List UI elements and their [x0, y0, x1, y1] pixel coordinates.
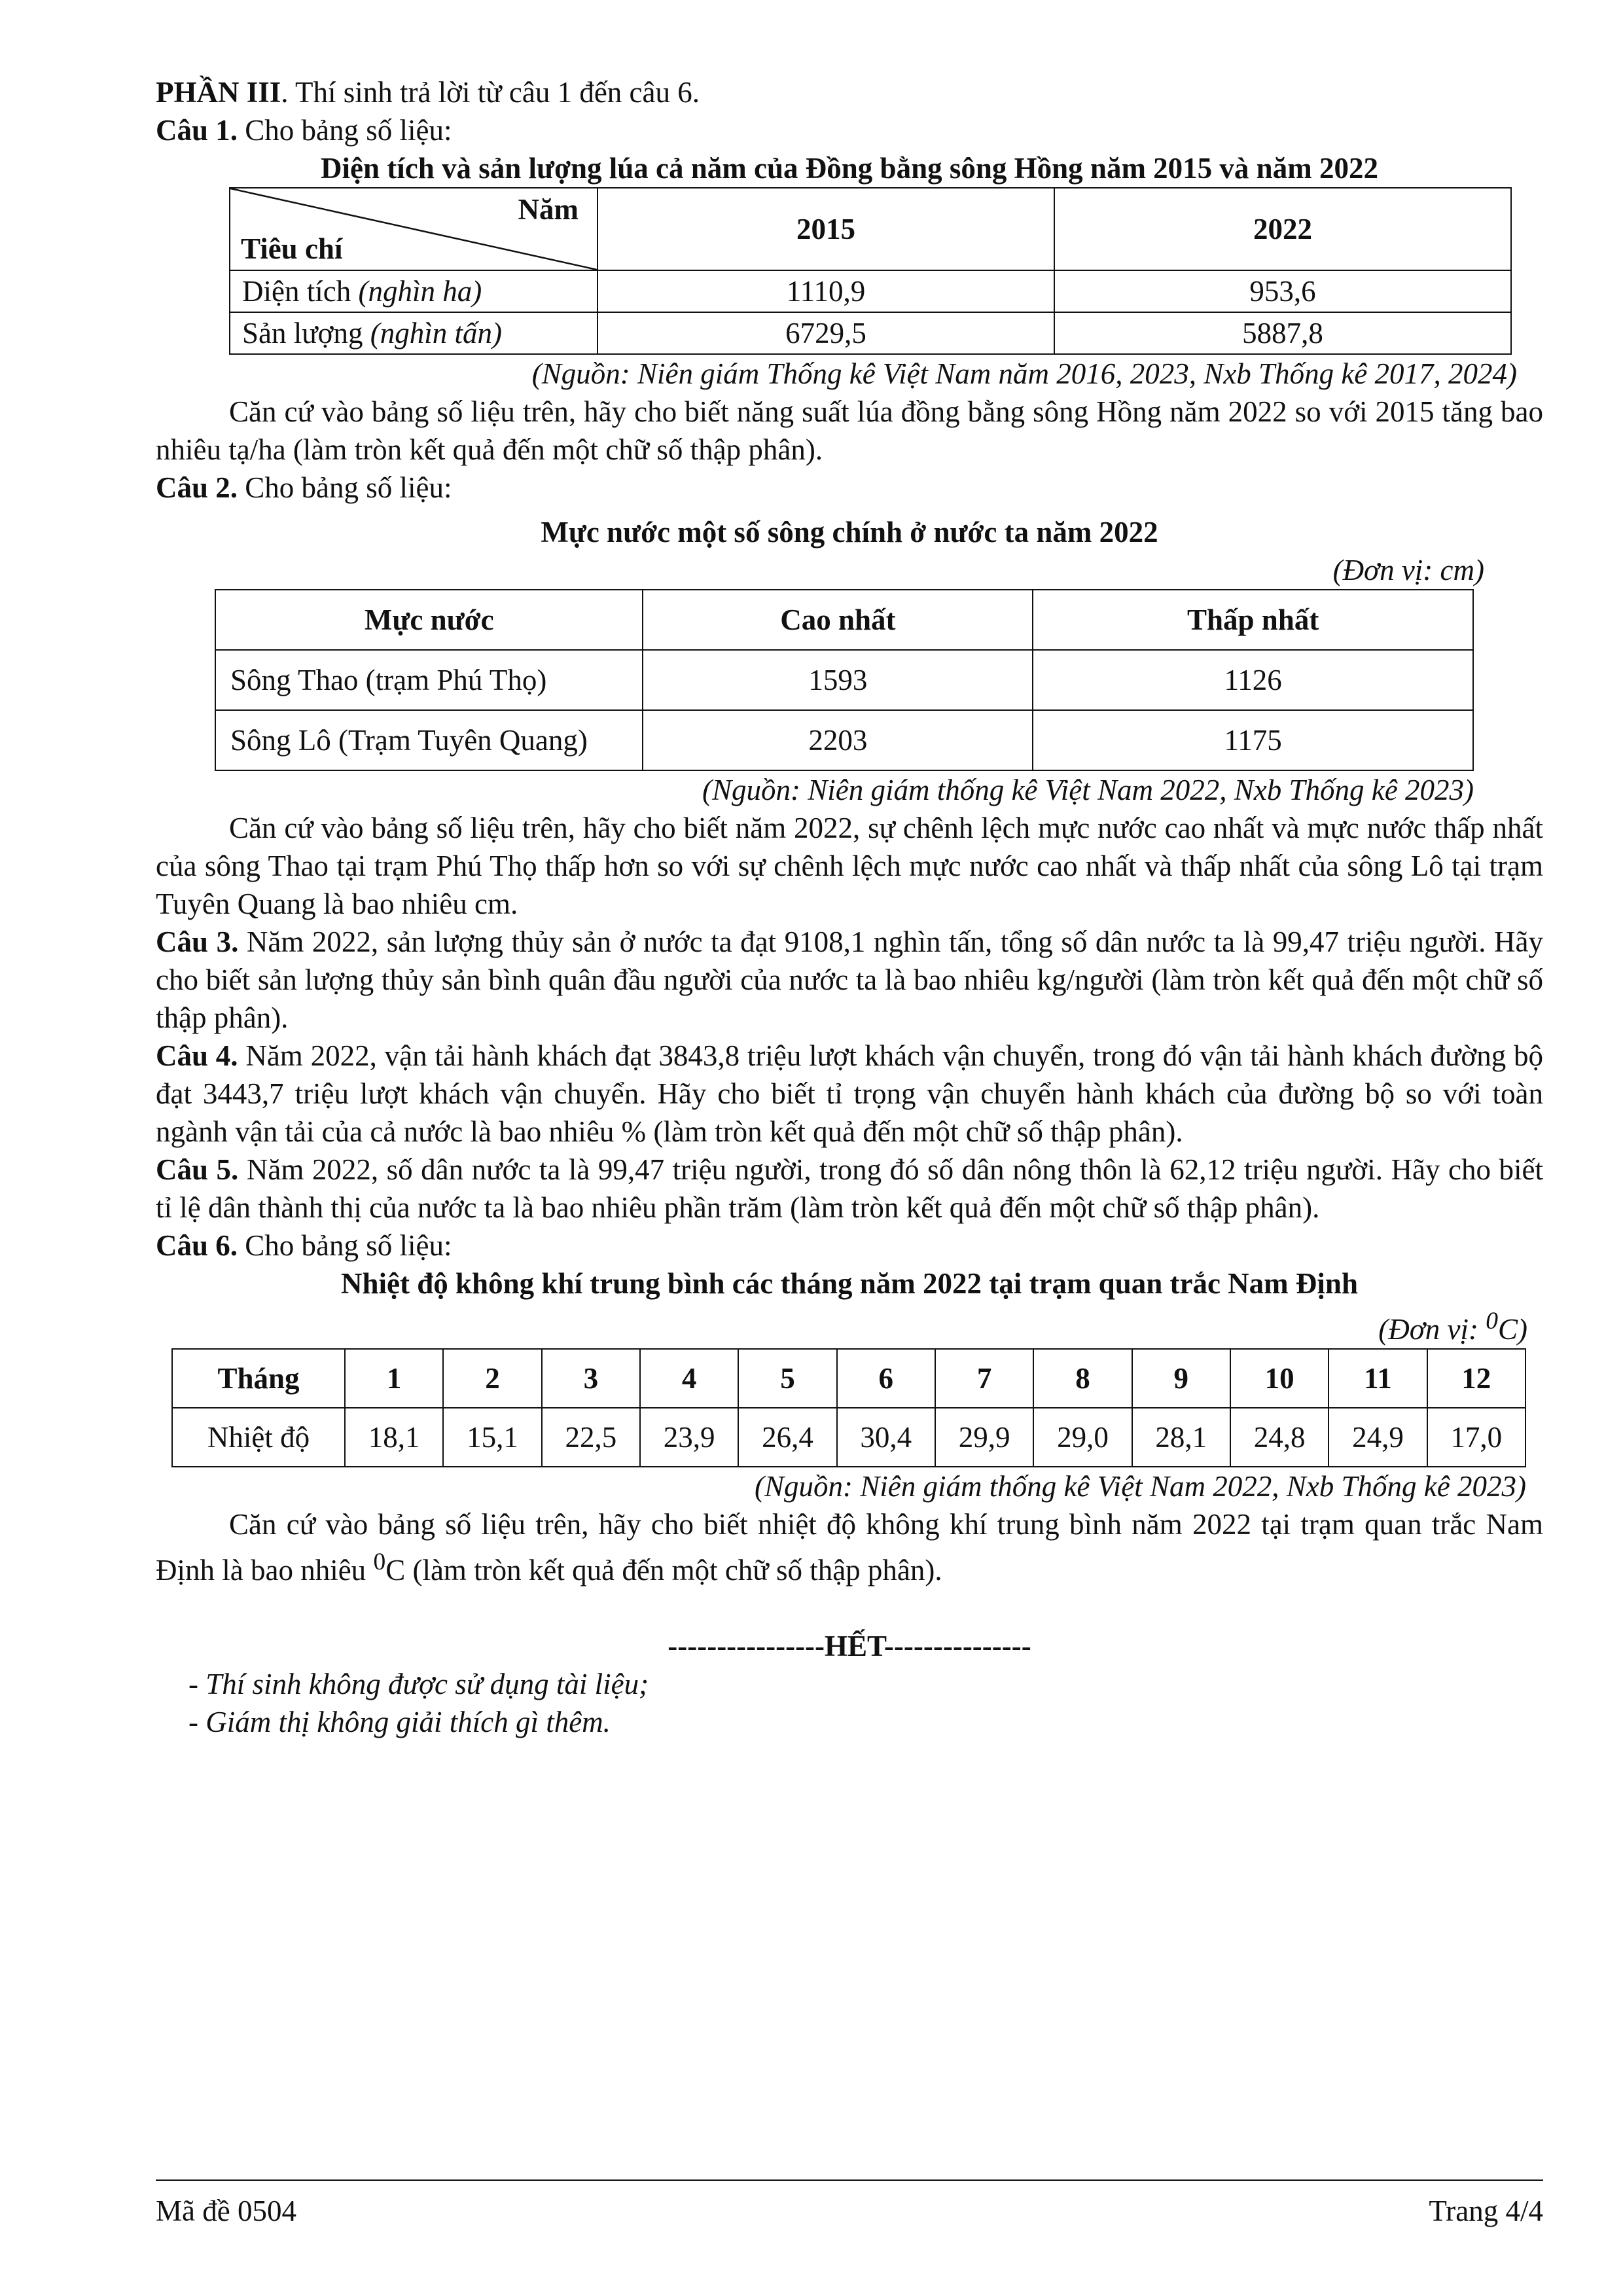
q2-table-title: Mực nước một số sông chính ở nước ta năm 2022	[541, 516, 1158, 548]
unit-sup: 0	[1486, 1308, 1498, 1335]
q5-text: Năm 2022, số dân nước ta là 99,47 triệu người, trong đó số dân nông thôn là 62,12 triệu người. Hãy cho biết tỉ lệ dân thành thị của nước ta là bao nhiêu phần trăm (làm tròn kết quả đến một chữ số thập phân).	[156, 1153, 1543, 1224]
q6-temp: 24,9	[1329, 1408, 1427, 1467]
q4-text: Năm 2022, vận tải hành khách đạt 3843,8 triệu lượt khách vận chuyển, trong đó vận tải hành khách đường bộ đạt 3443,7 triệu lượt khách vận chuyển. Hãy cho biết tỉ trọng vận chuyển hành khách của đường bộ so với toàn ngành vận tải của cả nước là bao nhiêu % (làm tròn kết quả đến một chữ số thập phân).	[156, 1039, 1543, 1148]
q6-intro: Cho bảng số liệu:	[238, 1229, 452, 1262]
q6-temp: 17,0	[1427, 1408, 1525, 1467]
q6-month: 5	[738, 1349, 836, 1408]
q2-cell: 1126	[1033, 650, 1473, 710]
q6-temp: 15,1	[443, 1408, 541, 1467]
q6-temp: 30,4	[837, 1408, 935, 1467]
q1-label: Câu 1.	[156, 114, 238, 147]
q6-month: 11	[1329, 1349, 1427, 1408]
q1-value: 1110,9	[597, 270, 1054, 312]
q4-label: Câu 4.	[156, 1039, 238, 1072]
q1-year-cell: 2015	[597, 188, 1054, 270]
part-text: . Thí sinh trả lời từ câu 1 đến câu 6.	[281, 76, 700, 109]
q6-row-label: Tháng	[172, 1349, 345, 1408]
q1-source: (Nguồn: Niên giám Thống kê Việt Nam năm 2016, 2023, Nxb Thống kê 2017, 2024)	[531, 357, 1517, 390]
q1-row-label	[230, 270, 597, 312]
q2-header: Cao nhất	[643, 590, 1033, 650]
q1-value: 5887,8	[1054, 312, 1511, 354]
q2-source: (Nguồn: Niên giám thống kê Việt Nam 2022, Nxb Thống kê 2023)	[702, 774, 1474, 806]
q6-month: 9	[1132, 1349, 1230, 1408]
row-unit: (nghìn ha)	[358, 275, 482, 308]
q1-table	[229, 187, 1512, 355]
q5-label: Câu 5.	[156, 1153, 239, 1186]
q6-month: 8	[1033, 1349, 1132, 1408]
q6-month: 3	[542, 1349, 640, 1408]
q6-label: Câu 6.	[156, 1229, 238, 1262]
q3-paragraph	[156, 923, 1543, 1037]
page-footer	[156, 2179, 1543, 2228]
q1-value: 6729,5	[597, 312, 1054, 354]
q6-temp: 18,1	[345, 1408, 443, 1467]
q6-table-title: Nhiệt độ không khí trung bình các tháng năm 2022 tại trạm quan trắc Nam Định	[341, 1267, 1358, 1300]
q2-header: Mực nước	[215, 590, 643, 650]
q2-question: Căn cứ vào bảng số liệu trên, hãy cho biết năm 2022, sự chênh lệch mực nước cao nhất và mực nước thấp nhất của sông Thao tại trạm Phú Thọ thấp hơn so với sự chênh lệch mực nước cao nhất và thấp nhất của sông Lô tại trạm Tuyên Quang là bao nhiêu cm.	[156, 812, 1543, 920]
exam-code: Mã đề 0504	[156, 2195, 296, 2227]
table-row	[215, 710, 1473, 770]
unit-prefix: (Đơn vị:	[1378, 1313, 1486, 1346]
q6-question-sup: 0	[373, 1549, 386, 1575]
q6-table	[171, 1348, 1526, 1467]
part-heading	[156, 73, 1543, 111]
q6-month: 7	[935, 1349, 1033, 1408]
table-row	[172, 1408, 1525, 1467]
end-note: - Giám thị không giải thích gì thêm.	[188, 1706, 611, 1738]
q2-cell: Sông Lô (Trạm Tuyên Quang)	[215, 710, 643, 770]
q6-month: 10	[1230, 1349, 1329, 1408]
end-note: - Thí sinh không được sử dụng tài liệu;	[188, 1668, 649, 1700]
q2-header: Thấp nhất	[1033, 590, 1473, 650]
q2-heading	[156, 469, 1543, 507]
q2-cell: 1175	[1033, 710, 1473, 770]
q6-temp: 26,4	[738, 1408, 836, 1467]
table-header-row	[172, 1349, 1525, 1408]
q3-text: Năm 2022, sản lượng thủy sản ở nước ta đạt 9108,1 nghìn tấn, tổng số dân nước ta là 99,47 triệu người. Hãy cho biết sản lượng thủy sản bình quân đầu người của nước ta là bao nhiêu kg/người (làm tròn kết quả đến một chữ số thập phân).	[156, 925, 1543, 1034]
q2-cell: 2203	[643, 710, 1033, 770]
q1-intro: Cho bảng số liệu:	[238, 114, 452, 147]
q6-month: 4	[640, 1349, 738, 1408]
q6-month: 2	[443, 1349, 541, 1408]
q2-cell: Sông Thao (trạm Phú Thọ)	[215, 650, 643, 710]
q5-paragraph	[156, 1151, 1543, 1227]
row-label-text: Diện tích	[242, 275, 359, 308]
q1-header-criteria: Tiêu chí	[241, 232, 343, 265]
table-row	[215, 650, 1473, 710]
q1-header-year: Năm	[518, 193, 579, 226]
q6-source: (Nguồn: Niên giám thống kê Việt Nam 2022, Nxb Thống kê 2023)	[754, 1470, 1526, 1503]
exam-page	[156, 73, 1543, 1741]
table-row	[230, 270, 1511, 312]
q6-temp: 29,0	[1033, 1408, 1132, 1467]
q1-heading	[156, 111, 1543, 149]
part-label: PHẦN III	[156, 76, 281, 109]
q2-unit: (Đơn vị: cm)	[1332, 554, 1484, 586]
q1-table-title: Diện tích và sản lượng lúa cả năm của Đồng bằng sông Hồng năm 2015 và năm 2022	[321, 152, 1378, 185]
q6-month: 12	[1427, 1349, 1525, 1408]
table-header-row	[215, 590, 1473, 650]
page-number: Trang 4/4	[1429, 2195, 1543, 2227]
q2-cell: 1593	[643, 650, 1033, 710]
q1-question: Căn cứ vào bảng số liệu trên, hãy cho biết năng suất lúa đồng bằng sông Hồng năm 2022 so với 2015 tăng bao nhiêu tạ/ha (làm tròn kết quả đến một chữ số thập phân).	[156, 395, 1543, 466]
q6-question-a: Căn cứ vào bảng số liệu trên, hãy cho biết nhiệt độ không khí trung bình năm 2022 tại trạm quan trắc Nam Định là bao nhiêu	[156, 1508, 1543, 1587]
row-label-text: Sản lượng	[242, 317, 370, 350]
q6-question-b: C (làm tròn kết quả đến một chữ số thập phân).	[385, 1554, 942, 1587]
q6-temp: 28,1	[1132, 1408, 1230, 1467]
q6-temp: 29,9	[935, 1408, 1033, 1467]
q1-year-cell: 2022	[1054, 188, 1511, 270]
q6-temp: 24,8	[1230, 1408, 1329, 1467]
q6-row-label: Nhiệt độ	[172, 1408, 345, 1467]
q6-temp: 23,9	[640, 1408, 738, 1467]
row-unit: (nghìn tấn)	[370, 317, 502, 350]
q6-heading	[156, 1227, 1543, 1265]
unit-suffix: C)	[1498, 1313, 1527, 1346]
q1-row-label	[230, 312, 597, 354]
q4-paragraph	[156, 1037, 1543, 1151]
q1-value: 953,6	[1054, 270, 1511, 312]
end-marker: ----------------HẾT---------------	[668, 1630, 1031, 1662]
q3-label: Câu 3.	[156, 925, 239, 958]
q6-temp: 22,5	[542, 1408, 640, 1467]
q2-label: Câu 2.	[156, 471, 238, 504]
q2-table	[215, 589, 1474, 771]
q1-diagonal-header	[230, 188, 597, 270]
q6-question	[156, 1505, 1543, 1589]
table-row	[230, 312, 1511, 354]
q6-month: 1	[345, 1349, 443, 1408]
q6-month: 6	[837, 1349, 935, 1408]
q6-unit	[156, 1302, 1527, 1348]
q2-intro: Cho bảng số liệu:	[238, 471, 452, 504]
